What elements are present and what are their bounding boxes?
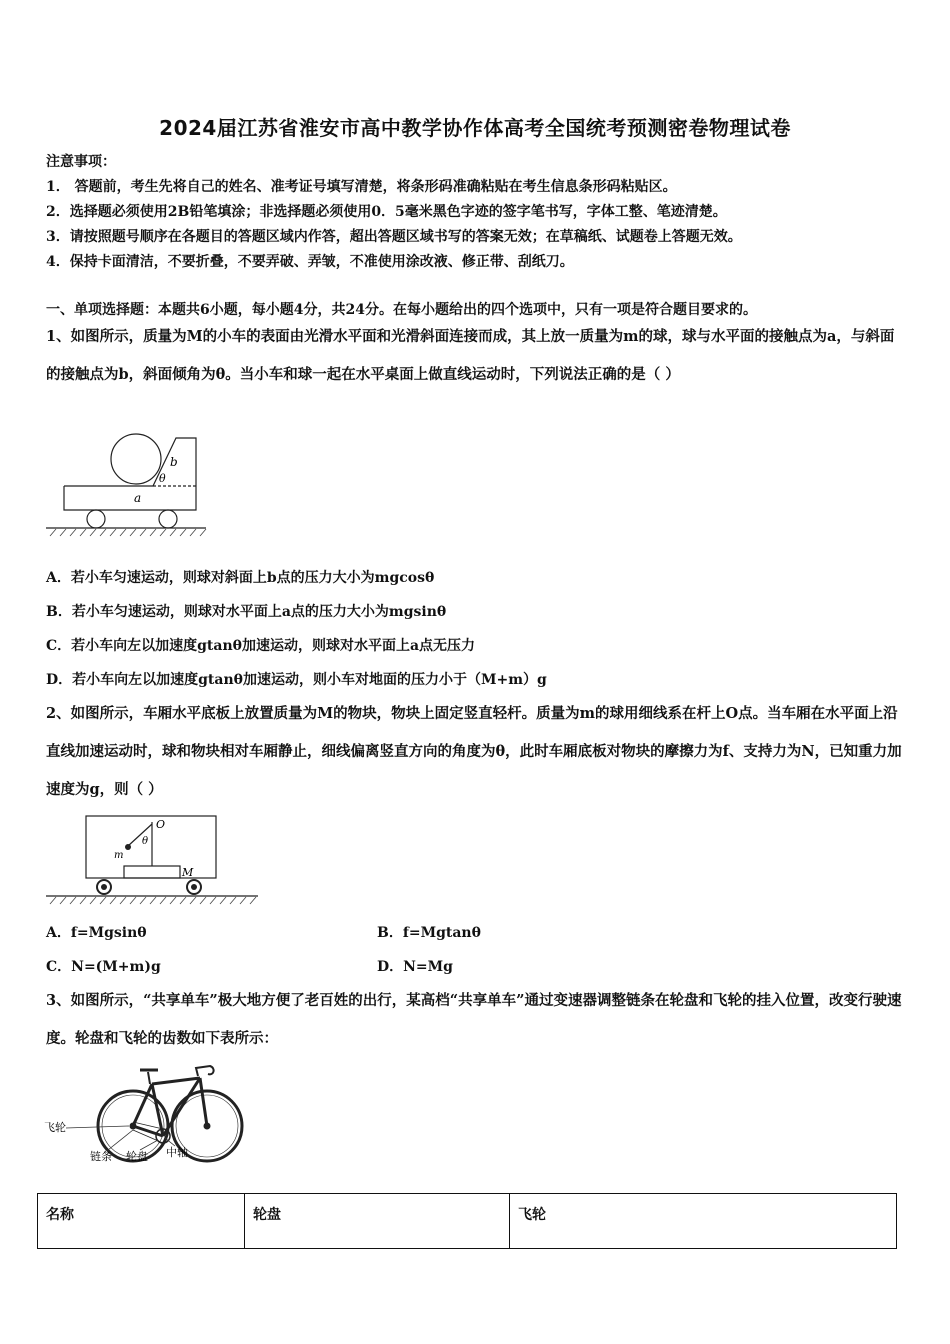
seat-tube: [152, 1084, 163, 1136]
down-tube: [163, 1078, 200, 1136]
q2-stem: 2、如图所示，车厢水平底板上放置质量为M的物块，物块上固定竖直轻杆。质量为m的球用细线系在杆上O点。当车厢在水平面上沿直线加速运动时，球和物块相对车厢静止，细线偏离竖直方向的角度为θ，此时车厢底板对物块的摩擦力为f、支持力为N，已知重力加速度为g，则（ ）: [46, 705, 902, 798]
label-O: O: [156, 818, 166, 831]
q2-option-b: B．f=Mgtanθ: [377, 925, 481, 941]
label-flywheel: 飞轮: [44, 1121, 66, 1134]
label-m: m: [114, 850, 124, 861]
q1-option-d: D．若小车向左以加速度gtanθ加速运动，则小车对地面的压力小于（M+m）g: [46, 672, 547, 688]
ball: [111, 434, 161, 484]
q2-figure: [46, 810, 261, 910]
notice-item-4: 4．保持卡面清洁，不要折叠，不要弄破、弄皱，不准使用涂改液、修正带、刮纸刀。: [46, 254, 574, 270]
cart-body: [64, 438, 196, 510]
string: [128, 824, 152, 846]
q2-option-d: D．N=Mg: [377, 959, 453, 975]
handlebar: [196, 1066, 214, 1076]
q3-figure: [40, 1058, 250, 1168]
label-theta: θ: [142, 836, 149, 847]
notice-item-1: 1． 答题前，考生先将自己的姓名、准考证号填写清楚，将条形码准确粘贴在考生信息条形码粘贴区。: [46, 179, 677, 195]
fork: [200, 1078, 207, 1126]
top-tube: [152, 1078, 200, 1084]
right-wheel: [159, 510, 177, 528]
ball-m: [125, 844, 131, 850]
table-header-name: 名称: [38, 1194, 245, 1249]
block-M: [124, 866, 180, 878]
label-axle: 中轴: [166, 1146, 188, 1159]
table-row: [38, 1194, 897, 1249]
table-header-flywheel: 飞轮: [510, 1194, 897, 1249]
label-M: M: [182, 866, 194, 879]
notice-heading: 注意事项：: [46, 154, 116, 170]
q3-stem: 3、如图所示，“共享单车”极大地方便了老百姓的出行，某高档“共享单车”通过变速器调整链条在轮盘和飞轮的挂入位置，改变行驶速度。轮盘和飞轮的齿数如下表所示：: [46, 992, 902, 1047]
left-wheel: [87, 510, 105, 528]
exam-title: 2024届江苏省淮安市高中教学协作体高考全国统考预测密卷物理试卷: [159, 116, 791, 140]
q2-option-c: C．N=(M+m)g: [46, 959, 161, 975]
label-a: a: [134, 491, 142, 505]
q1-option-a: A．若小车匀速运动，则球对斜面上b点的压力大小为mgcosθ: [46, 570, 435, 586]
label-chain: 链条: [90, 1150, 112, 1163]
q2-option-a: A．f=Mgsinθ: [46, 925, 147, 941]
label-theta: θ: [159, 472, 166, 485]
notice-item-3: 3．请按照题号顺序在各题目的答题区域内作答，超出答题区域书写的答案无效；在草稿纸、试题卷上答题无效。: [46, 229, 742, 245]
gear-table: [37, 1193, 897, 1249]
notice-item-2: 2．选择题必须使用2B铅笔填涂；非选择题必须使用0．5毫米黑色字迹的签字笔书写，字体工整、笔迹清楚。: [46, 204, 727, 220]
q1-figure: [46, 428, 216, 538]
label-b: b: [170, 455, 178, 469]
q1-option-c: C．若小车向左以加速度gtanθ加速运动，则球对水平面上a点无压力: [46, 638, 476, 654]
q1-option-b: B．若小车匀速运动，则球对水平面上a点的压力大小为mgsinθ: [46, 604, 447, 620]
section-heading: 一、单项选择题：本题共6小题，每小题4分，共24分。在每小题给出的四个选项中，只有一项是符合题目要求的。: [46, 302, 757, 318]
q1-stem: 1、如图所示，质量为M的小车的表面由光滑水平面和光滑斜面连接而成，其上放一质量为m的球，球与水平面的接触点为a，与斜面的接触点为b，斜面倾角为θ。当小车和球一起在水平桌面上做直线运动时，下列说法正确的是（ ）: [46, 328, 895, 383]
label-chainring: 轮盘: [126, 1150, 148, 1163]
table-header-chainring: 轮盘: [245, 1194, 510, 1249]
